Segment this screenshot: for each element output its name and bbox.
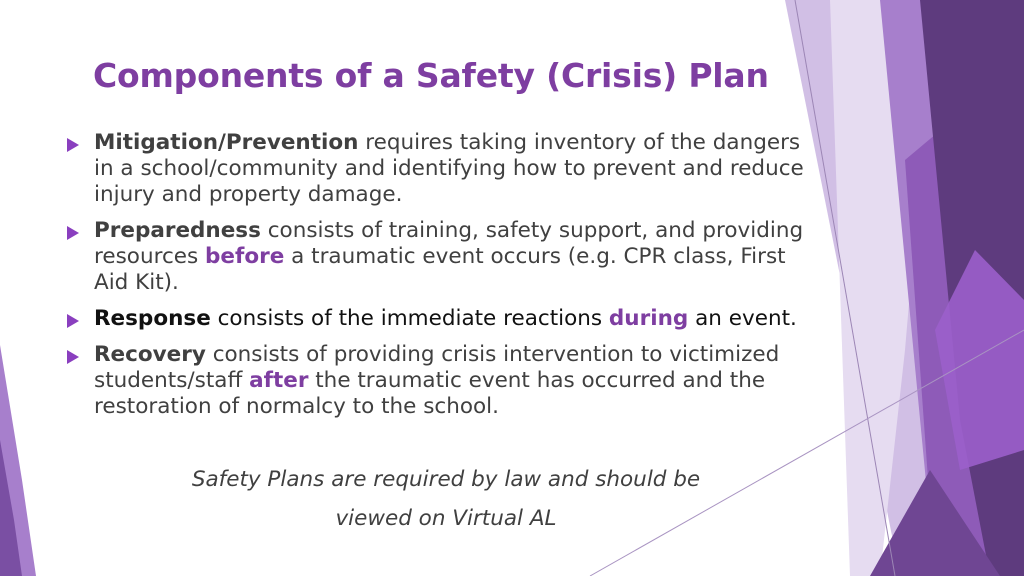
bullet-text: a traumatic event occurs (e.g. CPR class, First Aid Kit).	[94, 244, 786, 295]
bullet-emphasis: before	[205, 244, 285, 269]
bullet-term: Preparedness	[94, 218, 261, 243]
note-line-1: Safety Plans are required by law and should be	[191, 467, 701, 492]
bullet-list	[64, 130, 804, 430]
triangle-right-icon	[67, 350, 79, 364]
bullet-term: Recovery	[94, 342, 206, 367]
bullet-recovery	[64, 342, 804, 420]
bullet-response	[64, 306, 804, 332]
note-line-2: viewed on Virtual AL	[335, 506, 557, 531]
bullet-text: consists of the immediate reactions	[210, 306, 609, 331]
bullet-text: the traumatic event has occurred and the restoration of normalcy to the school.	[94, 368, 766, 419]
slide-title: Components of a Safety (Crisis) Plan	[93, 56, 769, 95]
bullet-text: an event.	[688, 306, 797, 331]
bullet-text: consists of training, safety support, and providing resources	[94, 218, 804, 269]
bullet-term: Mitigation/Prevention	[94, 130, 359, 155]
bullet-text: consists of providing crisis intervention to victimized students/staff	[94, 342, 780, 393]
triangle-right-icon	[67, 138, 79, 152]
bullet-emphasis: after	[249, 368, 309, 393]
bullet-emphasis: during	[608, 306, 689, 331]
triangle-right-icon	[67, 226, 79, 240]
bullet-term: Response	[94, 306, 211, 331]
triangle-right-icon	[67, 314, 79, 328]
bullet-text: requires taking inventory of the dangers in a school/community and identifying how to prevent and reduce injury and property damage.	[94, 130, 804, 207]
bullet-mitigation	[64, 130, 804, 208]
bullet-preparedness	[64, 218, 804, 296]
